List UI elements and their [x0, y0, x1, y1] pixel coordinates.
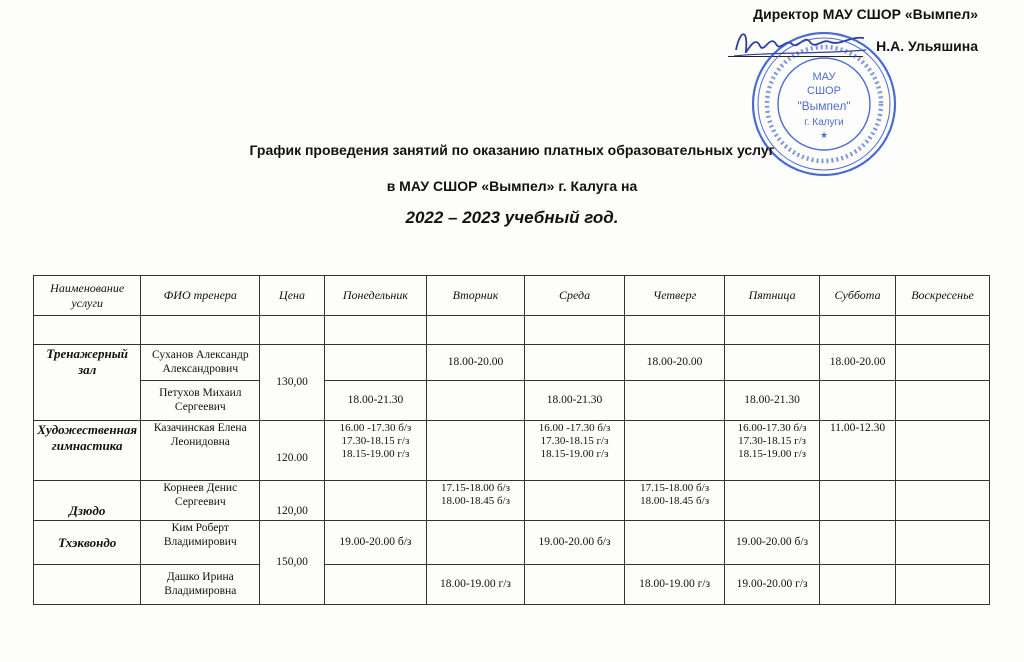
svg-text:МАУ: МАУ	[812, 71, 836, 83]
header-sun: Воскресенье	[896, 276, 990, 316]
service-judo: Дзюдо	[34, 481, 141, 521]
table-row	[34, 381, 990, 421]
time-cell: 19.00-20.00 б/з	[524, 521, 624, 565]
table-row	[34, 481, 990, 521]
coach-name: Казачинская Елена Леонидовна	[141, 421, 260, 481]
coach-name: Петухов Михаил Сергеевич	[141, 381, 260, 421]
price-cell: 120.00	[260, 421, 325, 481]
table-row	[34, 565, 990, 605]
svg-text:г. Калуги: г. Калуги	[804, 117, 844, 128]
time-cell: 18.00-19.00 г/з	[427, 565, 525, 605]
time-cell: 18.00-19.00 г/з	[625, 565, 725, 605]
schedule-table	[33, 275, 990, 605]
time-cell: 19.00-20.00 г/з	[725, 565, 820, 605]
time-cell: 16.00 -17.30 б/з 17.30-18.15 г/з 18.15-19.00 г/з	[324, 421, 426, 481]
header-row	[34, 276, 990, 316]
svg-text:СШОР: СШОР	[807, 85, 841, 97]
time-cell: 16.00-17.30 б/з 17.30-18.15 г/з 18.15-19.00 г/з	[725, 421, 820, 481]
time-cell: 19.00-20.00 б/з	[725, 521, 820, 565]
time-cell: 18.00-21.30	[524, 381, 624, 421]
empty-row	[34, 316, 990, 345]
title-line-3: 2022 – 2023 учебный год.	[405, 208, 619, 227]
time-cell: 16.00 -17.30 б/з 17.30-18.15 г/з 18.15-19.00 г/з	[524, 421, 624, 481]
service-taekwondo: Тхэквондо	[34, 521, 141, 565]
time-cell: 18.00-20.00	[820, 345, 896, 381]
header-price: Цена	[260, 276, 325, 316]
time-cell: 18.00-21.30	[725, 381, 820, 421]
table-row	[34, 345, 990, 381]
time-cell: 11.00-12.30	[820, 421, 896, 481]
title-line-2: в МАУ СШОР «Вымпел» г. Калуга на	[386, 178, 638, 194]
header-coach: ФИО тренера	[141, 276, 260, 316]
table-row	[34, 521, 990, 565]
service-gym: Тренажерный зал	[34, 345, 141, 421]
title-line-1: График проведения занятий по оказанию платных образовательных услуг	[249, 142, 775, 158]
time-cell: 17.15-18.00 б/з 18.00-18.45 б/з	[427, 481, 525, 521]
header-thu: Четверг	[625, 276, 725, 316]
svg-text:★: ★	[819, 130, 829, 140]
director-title: Директор МАУ СШОР «Вымпел»	[753, 6, 978, 22]
price-cell: 120,00	[260, 481, 325, 521]
time-cell: 19.00-20.00 б/з	[324, 521, 426, 565]
price-cell: 130,00	[260, 345, 325, 421]
header-wed: Среда	[524, 276, 624, 316]
coach-name: Ким Роберт Владимирович	[141, 521, 260, 565]
coach-name: Суханов Александр Александрович	[141, 345, 260, 381]
time-cell: 18.00-21.30	[324, 381, 426, 421]
header-tue: Вторник	[427, 276, 525, 316]
header-sat: Суббота	[820, 276, 896, 316]
coach-name: Корнеев Денис Сергеевич	[141, 481, 260, 521]
time-cell: 18.00-20.00	[427, 345, 525, 381]
header-service: Наименование услуги	[34, 276, 141, 316]
time-cell: 18.00-20.00	[625, 345, 725, 381]
price-cell: 150,00	[260, 521, 325, 605]
header-fri: Пятница	[725, 276, 820, 316]
header-mon: Понедельник	[324, 276, 426, 316]
service-gymnastics: Художественная гимнастика	[34, 421, 141, 481]
director-name: Н.А. Ульяшина	[876, 38, 978, 54]
coach-name: Дашко Ирина Владимировна	[141, 565, 260, 605]
svg-text:"Вымпел": "Вымпел"	[797, 99, 851, 113]
time-cell: 17.15-18.00 б/з 18.00-18.45 б/з	[625, 481, 725, 521]
table-row	[34, 421, 990, 481]
